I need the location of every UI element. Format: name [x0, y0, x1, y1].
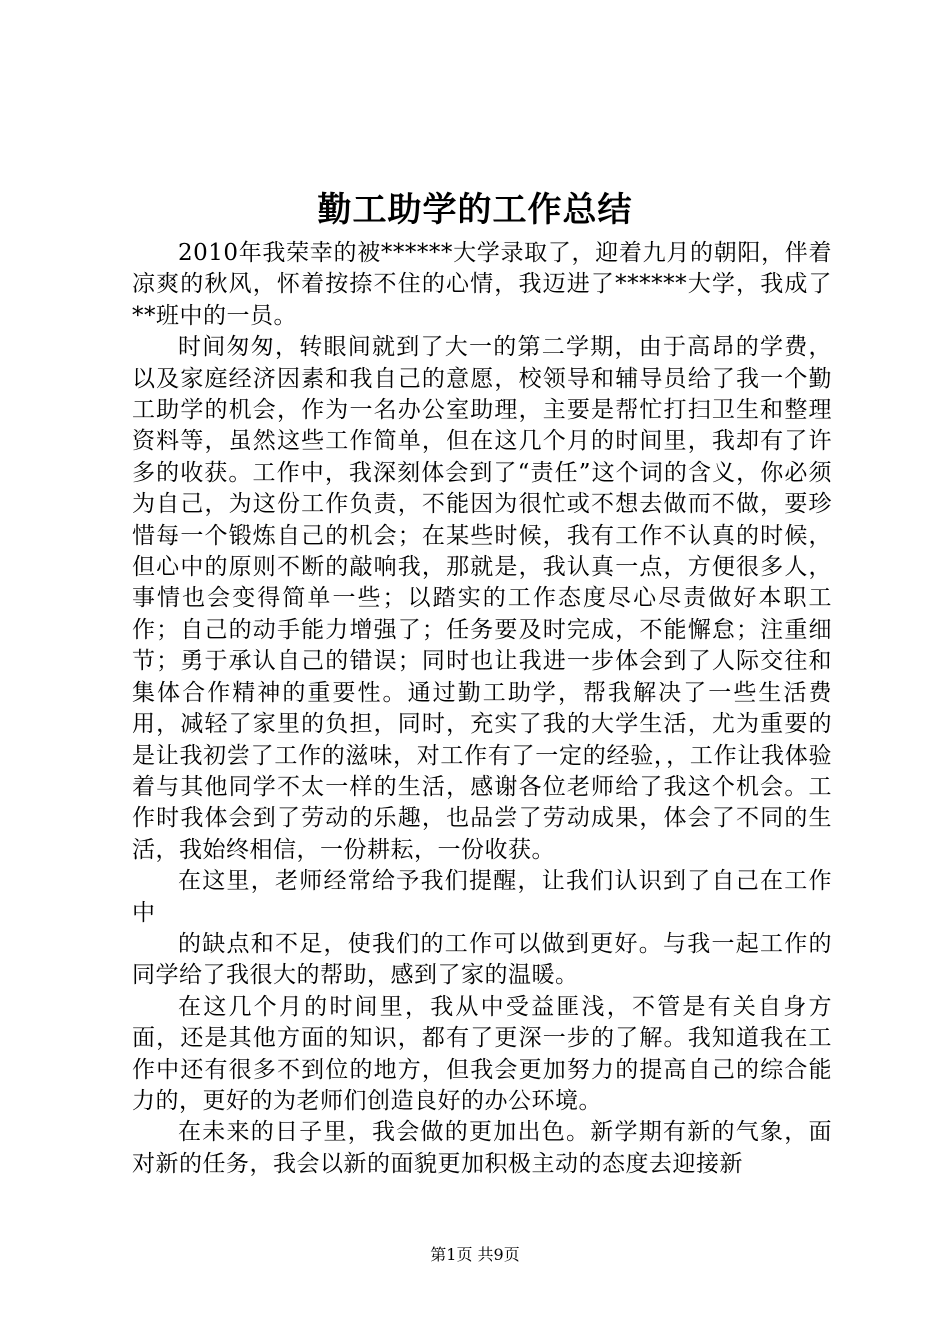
paragraph-2: 时间匆匆，转眼间就到了大一的第二学期，由于高昂的学费，以及家庭经济因素和我自己的意愿，校领导和辅导员给了我一个勤工助学的机会，作为一名办公室助理，主要是帮忙打扫卫生和整理资料等，虽然这些工作简单，但在这几个月的时间里，我却有了许多的收获。工作中，我深刻体会到了“责任”这个词的含义，你必须为自己，为这份工作负责，不能因为很忙或不想去做而不做，要珍惜每一个锻炼自己的机会；在某些时候，我有工作不认真的时候，但心中的原则不断的敲响我，那就是，我认真一点，方便很多人，事情也会变得简单一些；以踏实的工作态度尽心尽责做好本职工作；自己的动手能力增强了；任务要及时完成，不能懈怠；注重细节；勇于承认自己的错误；同时也让我进一步体会到了人际交往和集体合作精神的重要性。通过勤工助学，帮我解决了一些生活费用，减轻了家里的负担，同时，充实了我的大学生活，尤为重要的是让我初尝了工作的滋味，对工作有了一定的经验，，工作让我体验着与其他同学不太一样的生活，感谢各位老师给了我这个机会。工作时我体会到了劳动的乐趣，也品尝了劳动成果，体会了不同的生活，我始终相信，一份耕耘，一份收获。	[132, 334, 832, 863]
page-footer: 第1页 共9页	[430, 1245, 520, 1264]
document-body	[132, 238, 832, 1180]
paragraph-3: 在这里，老师经常给予我们提醒，让我们认识到了自己在工作中	[132, 868, 832, 926]
paragraph-5: 在这几个月的时间里，我从中受益匪浅，不管是有关自身方面，还是其他方面的知识，都有了更深一步的了解。我知道我在工作中还有很多不到位的地方，但我会更加努力的提高自己的综合能力的，更好的为老师们创造良好的办公环境。	[132, 993, 832, 1114]
paragraph-6: 在未来的日子里，我会做的更加出色。新学期有新的气象，面对新的任务，我会以新的面貌更加积极主动的态度去迎接新	[132, 1119, 832, 1177]
paragraph-4: 的缺点和不足，使我们的工作可以做到更好。与我一起工作的同学给了我很大的帮助，感到了家的温暖。	[132, 930, 832, 989]
paragraph-1: 2010年我荣幸的被******大学录取了，迎着九月的朝阳，伴着凉爽的秋风，怀着按捺不住的心情，我迈进了******大学，我成了**班中的一员。	[132, 240, 832, 329]
document-title: 勤工助学的工作总结	[317, 190, 633, 230]
